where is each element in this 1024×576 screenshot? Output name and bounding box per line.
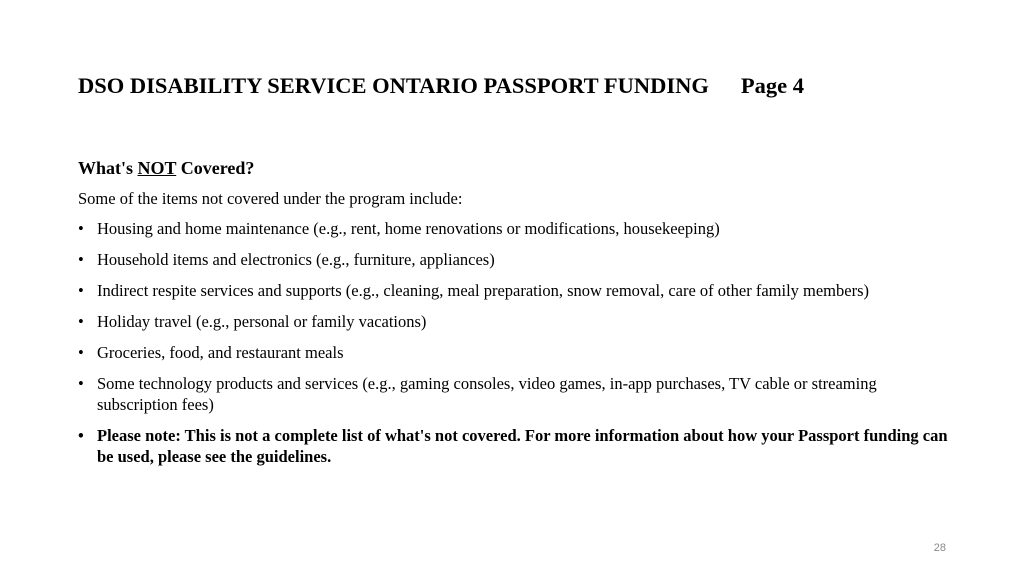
bullet-icon: • [78, 219, 84, 238]
list-item-note [78, 425, 958, 467]
list-item [78, 280, 958, 301]
list-item [78, 342, 958, 363]
list-item-text: Some technology products and services (e.g., gaming consoles, video games, in-app purchases, TV cable or streaming subscription fees) [97, 374, 877, 414]
bullet-icon: • [78, 281, 84, 300]
list-item [78, 311, 958, 332]
bullet-icon: • [78, 426, 84, 445]
list-item-text: Groceries, food, and restaurant meals [97, 343, 344, 362]
bullet-icon: • [78, 343, 84, 362]
bullet-icon: • [78, 312, 84, 331]
title-main: DSO DISABILITY SERVICE ONTARIO PASSPORT FUNDING [78, 73, 709, 98]
list-item-text: Indirect respite services and supports (e.g., cleaning, meal preparation, snow removal, care of other family members) [97, 281, 870, 300]
heading-emphasis: NOT [137, 158, 177, 178]
content-area [78, 156, 958, 477]
list-item-text: Housing and home maintenance (e.g., rent, home renovations or modifications, housekeeping) [97, 219, 720, 238]
list-item [78, 373, 958, 415]
list-item [78, 249, 958, 270]
list-item [78, 218, 958, 239]
heading-prefix: What's [78, 158, 138, 178]
list-item-text: Holiday travel (e.g., personal or family vacations) [97, 312, 427, 331]
title-page-label: Page 4 [740, 73, 804, 98]
list-item-text: Household items and electronics (e.g., furniture, appliances) [97, 250, 495, 269]
intro-text: Some of the items not covered under the program include: [78, 189, 463, 208]
section-heading [78, 156, 958, 180]
list-item-text: Please note: This is not a complete list of what's not covered. For more information about how your Passport funding can be used, please see the guidelines. [97, 426, 948, 466]
page-number: 28 [933, 542, 946, 554]
bullet-icon: • [78, 250, 84, 269]
bullet-icon: • [78, 374, 84, 393]
heading-suffix: Covered? [176, 158, 255, 178]
not-covered-list [78, 218, 958, 467]
slide-title [78, 72, 978, 100]
